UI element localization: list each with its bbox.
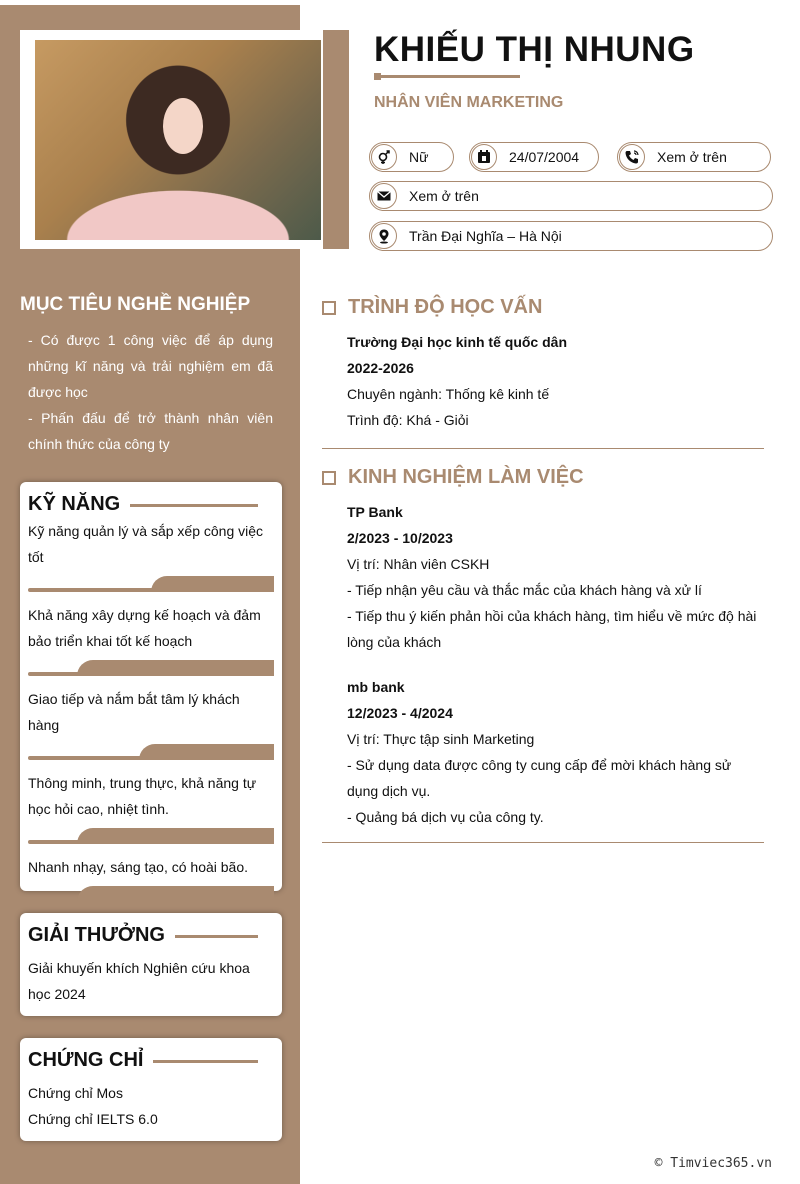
objective-heading: MỤC TIÊU NGHỀ NGHIỆP [20,294,251,315]
candidate-name: KHIẾU THỊ NHUNG [374,30,695,69]
company-name: mb bank [347,679,405,695]
skill-level-bar [28,826,274,844]
calendar-icon [471,144,497,170]
skill-label: Nhanh nhạy, sáng tạo, có hoài bão. [28,859,249,875]
skill-label: Khả năng xây dựng kế hoạch và đảm bảo triển khai tốt kế hoạch [28,607,261,649]
job-position: Vị trí: Thực tập sinh Marketing [347,731,535,747]
job-duty: - Quảng bá dịch vụ của công ty. [347,809,544,825]
phone-value: Xem ở trên [657,149,727,165]
job-duty: - Sử dụng data được công ty cung cấp để mời khách hàng sử dụng dịch vụ. [347,757,732,799]
contact-phone [617,142,771,172]
job-period: 2/2023 - 10/2023 [347,530,453,546]
mail-icon [371,183,397,209]
profile-photo-face [163,98,203,154]
contact-gender [369,142,454,172]
email-value: Xem ở trên [409,188,479,204]
section-divider [322,842,764,843]
skill-item [28,602,274,676]
contact-email [369,181,773,211]
education-heading-text: TRÌNH ĐỘ HỌC VẤN [348,296,543,318]
gender-icon [371,144,397,170]
photo-accent-bar [323,30,349,249]
education-body [347,329,765,433]
gender-value: Nữ [409,149,429,165]
section-square-icon [322,301,336,315]
job-duty: - Tiếp nhận yêu cầu và thắc mắc của khách hàng và xử lí [347,582,702,598]
section-divider [322,448,764,449]
skill-label: Kỹ năng quản lý và sắp xếp công việc tốt [28,523,264,565]
objective-line: - Phấn đấu để trở thành nhân viên chính thức của công ty [28,410,273,452]
location-pin-icon [371,223,397,249]
skills-header [28,490,274,518]
skill-item [28,518,274,592]
skill-label: Thông minh, trung thực, khả năng tự học hỏi cao, nhiệt tình. [28,775,257,817]
skill-item [28,686,274,760]
experience-body [347,499,765,830]
skill-item [28,770,274,844]
name-underline-marker [374,73,381,80]
address-value: Trần Đại Nghĩa – Hà Nội [409,228,562,244]
profile-photo [35,40,321,240]
education-level: Trình độ: Khá - Giỏi [347,412,469,428]
objective-line: - Có được 1 công việc để áp dụng những kĩ năng và trải nghiệm em đã được học [28,332,273,400]
skills-card [20,482,282,891]
job-position: Vị trí: Nhân viên CSKH [347,556,490,572]
skill-level-bar [28,742,274,760]
phone-icon [619,144,645,170]
skill-label: Giao tiếp và nắm bắt tâm lý khách hàng [28,691,240,733]
copyright: © Timviec365.vn [654,1156,772,1171]
company-name: TP Bank [347,504,403,520]
education-major: Chuyên ngành: Thống kê kinh tế [347,386,550,402]
skill-item [28,854,274,902]
profile-photo-frame [20,30,321,249]
certificate-item: Chứng chỉ IELTS 6.0 [28,1111,158,1127]
skills-heading: KỸ NĂNG [28,490,130,518]
skill-level-bar [28,658,274,676]
awards-heading: GIẢI THƯỞNG [28,921,175,949]
experience-heading [322,466,584,489]
skill-level-bar [28,884,274,902]
skill-level-bar [28,574,274,592]
certificates-heading: CHỨNG CHỈ [28,1046,153,1074]
award-text: Giải khuyến khích Nghiên cứu khoa học 2024 [28,960,250,1002]
school-name: Trường Đại học kinh tế quốc dân [347,334,567,350]
job-period: 12/2023 - 4/2024 [347,705,453,721]
awards-header [28,921,274,949]
section-square-icon [322,471,336,485]
dob-value: 24/07/2004 [509,149,580,165]
certificate-item: Chứng chỉ Mos [28,1085,123,1101]
awards-card [20,913,282,1016]
certificates-header [28,1046,274,1074]
contact-dob [469,142,599,172]
education-period: 2022-2026 [347,360,414,376]
job-duty: - Tiếp thu ý kiến phản hồi của khách hàng, tìm hiểu về mức độ hài lòng của khách [347,608,757,650]
contact-address [369,221,773,251]
certificates-card [20,1038,282,1141]
name-underline [374,75,520,78]
job-title: NHÂN VIÊN MARKETING [374,94,564,111]
experience-heading-text: KINH NGHIỆM LÀM VIỆC [348,466,584,488]
objective-text [28,327,273,457]
education-heading [322,296,542,319]
